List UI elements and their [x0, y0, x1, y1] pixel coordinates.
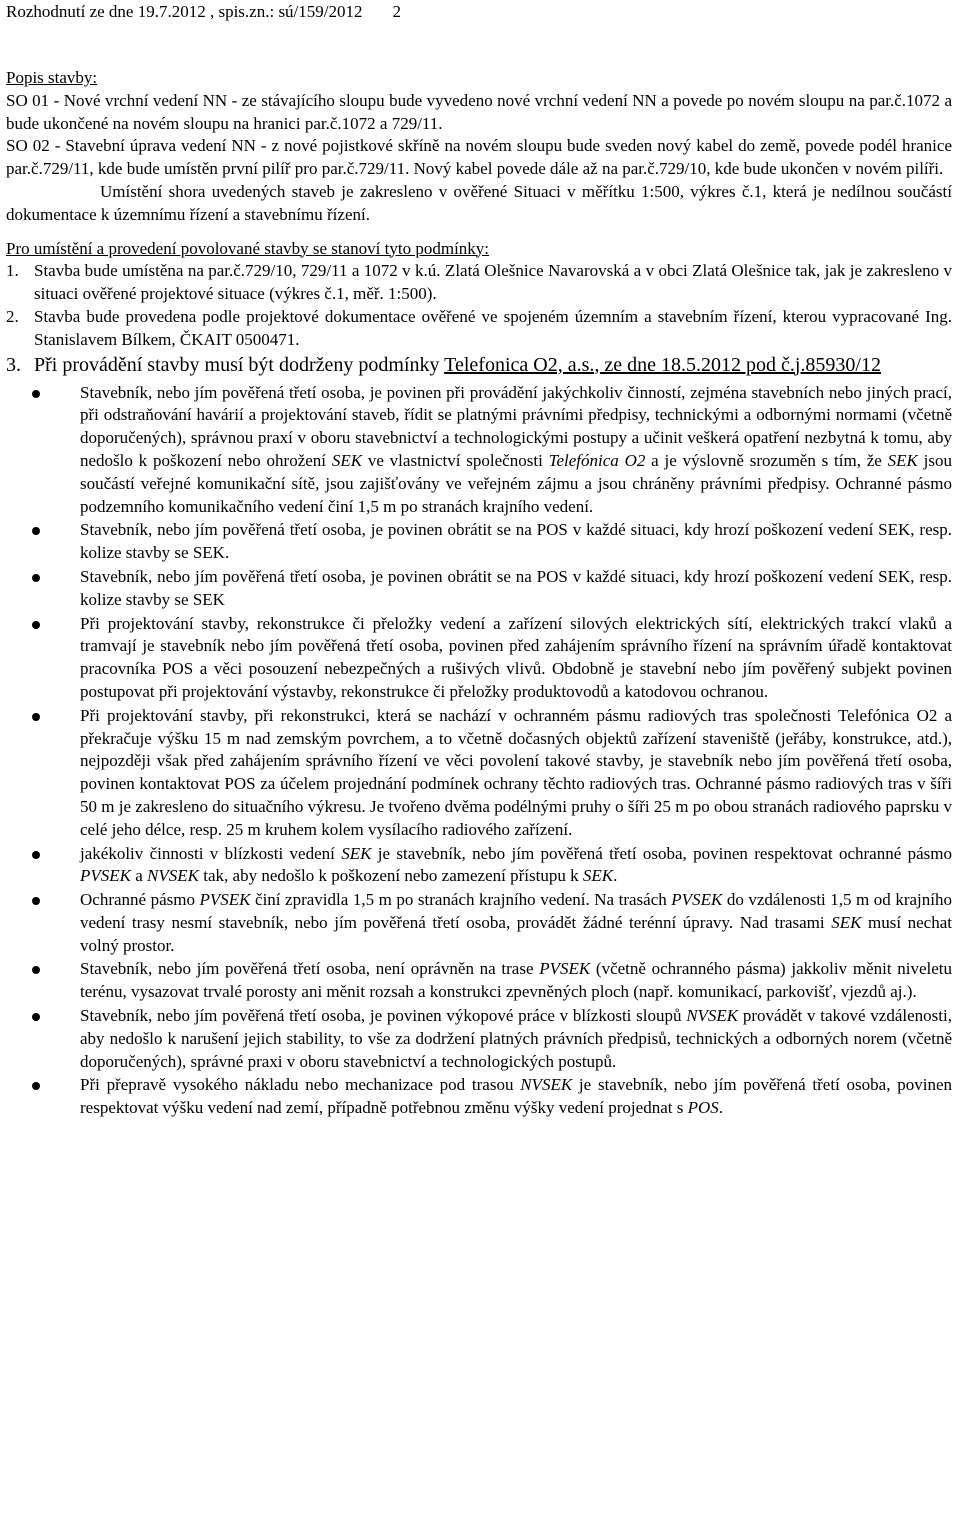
- conditions-bullet-list: [6, 382, 952, 1121]
- bullet-dot-icon: [32, 527, 40, 535]
- italic-term: PVSEK: [80, 866, 131, 886]
- bullet-dot-icon: [32, 621, 40, 629]
- bullet-dot-icon: [32, 1013, 40, 1021]
- italic-term: SEK: [331, 450, 363, 470]
- bullet-item: [6, 519, 952, 565]
- bullet-text: Ochranné pásmo: [80, 890, 200, 910]
- condition-number: 3.: [6, 353, 21, 376]
- italic-term: SEK: [341, 843, 372, 863]
- bullet-dot-icon: [32, 574, 40, 582]
- page-header: [6, 1, 401, 23]
- condition-number: 1.: [6, 261, 19, 281]
- bullet-text: provádět v takové vzdálenosti, aby nedošlo k narušení jejich stability, to vše za dodržení platných právních předpisů, technických a odborných norem (včetně doporučených), správné praxi v oboru stavebnictví a technologických postupů.: [80, 1006, 952, 1071]
- bullet-dot-icon: [32, 851, 40, 859]
- italic-term: PVSEK: [199, 890, 251, 910]
- bullet-dot-icon: [32, 966, 40, 974]
- bullet-text: Při přepravě vysokého nákladu nebo mechanizace pod trasou: [80, 1075, 521, 1095]
- bullet-item: [6, 566, 952, 612]
- italic-term: PVSEK: [539, 959, 591, 979]
- italic-term: SEK: [582, 866, 614, 886]
- bullet-text: Při projektování stavby, rekonstrukce či přeložky vedení a zařízení silových elektrických sítí, elektrických trakcí vlaků a tramvají je stavebník nebo jím pověřená třetí osoba, povinen před zahájením správního řízení na správním úřadě kontaktovat pracovníka POS a věci posouzení nebezpečných a rušivých vlivů. Obdobně je stavební nebo jím pověřený subjekt povinen postupovat při projektování výstavby, rekonstrukce či přeložky produktovodů a katodovou ochranou.: [80, 613, 952, 701]
- document-body: [6, 67, 952, 1121]
- bullet-text: jsou součástí veřejné komunikační sítě, jsou zajišťovány ve veřejném zájmu a jsou chráněny právními předpisy. Ochranné pásmo podzemního komunikačního vedení činí 1,5 m po stranách krajního vedení.: [80, 450, 953, 516]
- bullet-text: Stavebník, nebo jím pověřená třetí osoba, je povinen obrátit se na POS v každé situaci, kdy hrozí poškození vedení SEK, resp. kolize stavby se SEK.: [80, 520, 952, 563]
- bullet-item: [6, 1005, 952, 1073]
- description-heading: Popis stavby:: [6, 68, 98, 87]
- bullet-text: musí nechat volný prostor.: [80, 912, 952, 955]
- italic-term: NVSEK: [520, 1075, 573, 1095]
- bullet-dot-icon: [32, 390, 40, 398]
- condition-text: Při provádění stavby musí být dodrženy podmínky: [34, 353, 445, 376]
- telefonica-conditions-ref: Telefonica O2, a.s., ze dne 18.5.2012 pod č.j.85930/12: [444, 353, 881, 376]
- bullet-text: ve vlastnictví společnosti: [362, 450, 549, 470]
- condition-text: Stavba bude provedena podle projektové dokumentace ověřené ve spojeném územním a stavebním řízení, kterou vypracované Ing. Stanislavem Bílkem, ČKAIT 0500471.: [34, 306, 952, 349]
- bullet-text: Při projektování stavby, při rekonstrukci, která se nachází v ochranném pásmu radiových tras společnosti Telefónica O2 a překračuje výšku 15 m nad zemským povrchem, a to včetně dočasných objektů zařízení staveniště (jeřáby, konstrukce, atd.), nejpozději však před zahájením správního řízení ve věci povolení takové stavby, je stavebník nebo jím pověřená třetí osoba, povinen kontaktovat POS za účelem projednání podmínek ochrany těchto radiových tras. Ochranné pásmo radiových tras v šíři 50 m je zakresleno do situačního výkresu. Je tvořeno dvěma podélnými pruhy o šíři 25 m po obou stranách radiového paprsku v celé jeho délce, resp. 25 m kruhem kolem vysílacího radiového zařízení.: [80, 705, 952, 839]
- italic-term: POS: [687, 1098, 719, 1118]
- so02-paragraph: SO 02 - Stavební úprava vedení NN - z nové pojistkové skříně na novém sloupu bude sveden nový kabel do země, povede podél hranice par.č.729/11, kde bude umístěn první pilíř pro par.č.729/11. Nový kabel povede dále až na par.č.729/10, kde bude ukončen v novém pilíři.: [6, 136, 952, 179]
- condition-text: Stavba bude umístěna na par.č.729/10, 729/11 a 1072 v k.ú. Zlatá Olešnice Navarovská a v obci Zlatá Olešnice tak, jak je zakresleno v situaci ověřené projektové situace (výkres č.1, měř. 1:500).: [34, 261, 952, 304]
- italic-term: SEK: [831, 912, 862, 932]
- so01-paragraph: SO 01 - Nové vrchní vedení NN - ze stávajícího sloupu bude vyvedeno nové vrchní vedení NN a povede po novém sloupu na par.č.1072 a bude ukončené na novém sloupu na hranici par.č.1072 a 729/11.: [6, 90, 952, 133]
- italic-term: PVSEK: [671, 890, 723, 910]
- bullet-item: [6, 889, 952, 957]
- bullet-text: tak, aby nedošlo k poškození nebo zamezení přístupu k: [199, 866, 583, 886]
- page-number: 2: [392, 2, 402, 21]
- bullet-text: Stavebník, nebo jím pověřená třetí osoba, není oprávněn na trase: [80, 959, 540, 979]
- bullet-text: .: [613, 866, 618, 886]
- bullet-text: a je výslovně srozuměn s tím, že: [645, 450, 888, 470]
- condition-item-2: [6, 306, 952, 352]
- bullet-text: Stavebník, nebo jím pověřená třetí osoba, je povinen obrátit se na POS v každé situaci, kdy hrozí poškození vedení SEK, resp. kolize stavby se SEK: [80, 566, 952, 609]
- condition-item-3: [6, 352, 952, 378]
- bullet-item: [6, 613, 952, 704]
- location-note: Umístění shora uvedených staveb je zakresleno v ověřené Situaci v měřítku 1:500, výkres č.1, která je nedílnou součástí dokumentace k územnímu řízení a stavebnímu řízení.: [6, 181, 952, 224]
- italic-term: NVSEK: [686, 1006, 739, 1026]
- bullet-item: [6, 382, 952, 519]
- bullet-item: [6, 958, 952, 1004]
- bullet-text: je stavebník, nebo jím pověřená třetí osoba, povinen respektovat ochranné pásmo: [371, 843, 952, 863]
- italic-term: NVSEK: [147, 866, 199, 886]
- bullet-dot-icon: [32, 1082, 40, 1090]
- bullet-text: (včetně ochranného pásma) jakkoliv měnit niveletu terénu, vysazovat trvalé porosty ani měnit rozsah a konstrukci zpevněných ploch (např. komunikací, parkovišť, vjezdů aj.).: [80, 959, 952, 1002]
- bullet-text: do vzdálenosti 1,5 m od krajního vedení trasy nesmí stavebník, nebo jím pověřená třetí osoba, provádět žádné terénní úpravy. Nad trasami: [80, 890, 952, 932]
- bullet-item: [6, 843, 952, 889]
- bullet-text: Stavebník, nebo jím pověřená třetí osoba, je povinen výkopové práce v blízkosti sloupů: [80, 1006, 687, 1026]
- bullet-dot-icon: [32, 713, 40, 721]
- bullet-text: .: [718, 1098, 724, 1118]
- condition-number: 2.: [6, 306, 19, 326]
- bullet-item: [6, 705, 952, 842]
- conditions-heading: Pro umístění a provedení povolované stavby se stanoví tyto podmínky:: [6, 238, 490, 258]
- decision-reference: Rozhodnutí ze dne 19.7.2012 , spis.zn.: sú/159/2012: [6, 2, 363, 21]
- bullet-dot-icon: [32, 897, 40, 905]
- bullet-text: jakékoliv činnosti v blízkosti vedení: [80, 843, 342, 863]
- bullet-text: činí zpravidla 1,5 m po stranách krajního vedení. Na trasách: [250, 890, 672, 910]
- bullet-text: Stavebník, nebo jím pověřená třetí osoba, je povinen při provádění jakýchkoliv činností, zejména stavebních nebo jiných prací, při odstraňování havárií a projektování staveb, řídit se platnými právními předpisy, technickými a odbornými normami (včetně doporučených), správnou praxí v oboru stavebnictví a technologickými postupy a učinit veškerá opatření nezbytná k tomu, aby nedošlo k poškození nebo ohrožení: [80, 382, 952, 470]
- bullet-text: a: [131, 866, 148, 886]
- bullet-text: je stavebník, nebo jím pověřená třetí osoba, povinen respektovat výšku vedení nad zemí, případně potřebnou změnu výšky vedení projednat s: [80, 1075, 952, 1118]
- bullet-item: [6, 1074, 952, 1120]
- condition-item-1: [6, 260, 952, 306]
- italic-term: Telefónica O2: [548, 450, 646, 470]
- italic-term: SEK: [887, 450, 918, 470]
